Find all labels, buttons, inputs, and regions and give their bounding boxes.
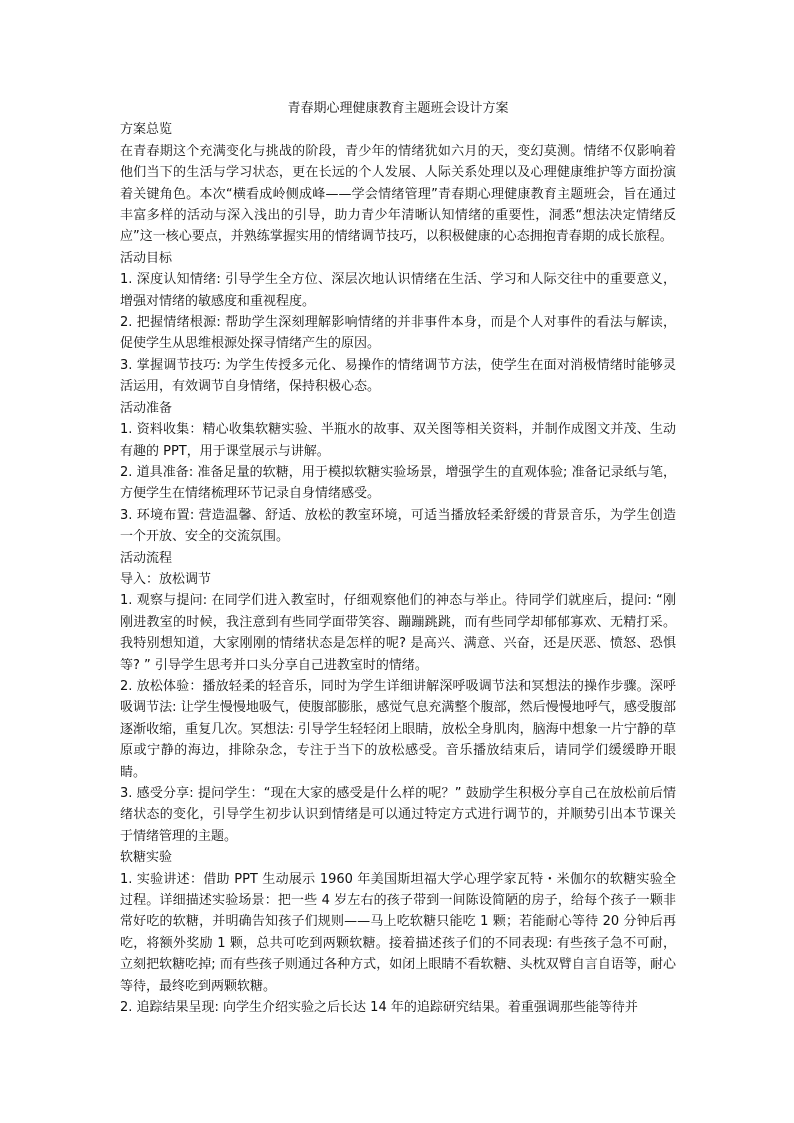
section-heading: 导入：放松调节 [120, 571, 212, 587]
document-page [120, 98, 676, 1018]
section-heading: 活动流程 [120, 550, 173, 566]
list-item: 1. 资料收集：精心收集软糖实验、半瓶水的故事、双关图等相关资料，并制作成图文并茂、生动有趣的 PPT，用于课堂展示与讲解。 [120, 422, 676, 459]
section-heading: 软糖实验 [120, 850, 173, 866]
list-item: 3. 感受分享: 提问学生：“现在大家的感受是什么样的呢？” 鼓励学生积极分享自己在放松前后情绪状态的变化，引导学生初步认识到情绪是可以通过特定方式进行调节的，并顺势引出本节课关于情绪管理的主题。 [120, 786, 676, 844]
list-item: 2. 追踪结果呈现: 向学生介绍实验之后长达 14 年的追踪研究结果。着重强调那些能等待并 [120, 1000, 638, 1016]
section-preparation [120, 398, 676, 548]
section-overview [120, 119, 676, 247]
list-item: 2. 放松体验：播放轻柔的轻音乐，同时为学生详细讲解深呼吸调节法和冥想法的操作步骤。深呼吸调节法: 让学生慢慢地吸气，使腹部膨胀，感觉气息充满整个腹部，然后慢慢地呼气，感受腹部逐渐收缩，重复几次。冥想法: 引导学生轻轻闭上眼睛，放松全身肌肉，脑海中想象一片宁静的草原或宁静的海边，排除杂念，专注于当下的放松感受。音乐播放结束后，请同学们缓缓睁开眼睛。 [120, 678, 676, 780]
section-marshmallow-experiment [120, 847, 676, 1018]
list-item: 1. 实验讲述：借助 PPT 生动展示 1960 年美国斯坦福大学心理学家瓦特・米伽尔的软糖实验全过程。详细描述实验场景：把一些 4 岁左右的孩子带到一间陈设简陋的房子，给每个孩子一颗非常好吃的软糖，并明确告知孩子们规则——马上吃软糖只能吃 1 颗；若能耐心等待 20 分钟后再吃，将额外奖励 1 颗，总共可吃到两颗软糖。接着描述孩子们的不同表现: 有些孩子急不可耐，立刻把软糖吃掉; 而有些孩子则通过各种方式，如闭上眼睛不看软糖、头枕双臂自言自语等，耐心等待，最终吃到两颗软糖。 [120, 871, 676, 994]
document-title: 青春期心理健康教育主题班会设计方案 [287, 101, 509, 116]
list-item: 1. 观察与提问: 在同学们进入教室时，仔细观察他们的神态与举止。待同学们就座后，提问: “刚刚进教室的时候，我注意到有些同学面带笑容、蹦蹦跳跳，而有些同学却郁郁寡欢、无精打采。我特别想知道，大家刚刚的情绪状态是怎样的呢? 是高兴、满意、兴奋，还是厌恶、愤怒、恐惧等? ” 引导学生思考并口头分享自己进教室时的情绪。 [120, 593, 676, 673]
list-item: 2. 道具准备: 准备足量的软糖，用于模拟软糖实验场景，增强学生的直观体验; 准备记录纸与笔，方便学生在情绪梳理环节记录自身情绪感受。 [120, 464, 676, 502]
list-item: 3. 环境布置: 营造温馨、舒适、放松的教室环境，可适当播放轻柔舒缓的背景音乐，为学生创造一个开放、安全的交流氛围。 [120, 507, 676, 545]
list-item: 1. 深度认知情绪: 引导学生全方位、深层次地认识情绪在生活、学习和人际交往中的重要意义，增强对情绪的敏感度和重视程度。 [120, 272, 676, 309]
section-process [120, 548, 676, 569]
list-item: 2. 把握情绪根源: 帮助学生深刻理解影响情绪的并非事件本身，而是个人对事件的看法与解读，促使学生从思维根源处探寻情绪产生的原因。 [120, 315, 676, 352]
section-intro-relaxation [120, 569, 676, 847]
section-heading: 活动准备 [120, 400, 173, 416]
section-goals [120, 248, 676, 398]
paragraph: 在青春期这个充满变化与挑战的阶段，青少年的情绪犹如六月的天，变幻莫测。情绪不仅影响着他们当下的生活与学习状态，更在长远的个人发展、人际关系处理以及心理健康维护等方面扮演着关键角色。本次“横看成岭侧成峰——学会情绪管理”青春期心理健康教育主题班会，旨在通过丰富多样的活动与深入浅出的引导，助力青少年清晰认知情绪的重要性，洞悉“想法决定情绪反应”这一核心要点，并熟练掌握实用的情绪调节技巧，以积极健康的心态拥抱青春期的成长旅程。 [120, 143, 676, 245]
section-heading: 活动目标 [120, 250, 173, 266]
section-heading: 方案总览 [120, 122, 173, 138]
list-item: 3. 掌握调节技巧: 为学生传授多元化、易操作的情绪调节方法，使学生在面对消极情绪时能够灵活运用，有效调节自身情绪，保持积极心态。 [120, 357, 676, 395]
